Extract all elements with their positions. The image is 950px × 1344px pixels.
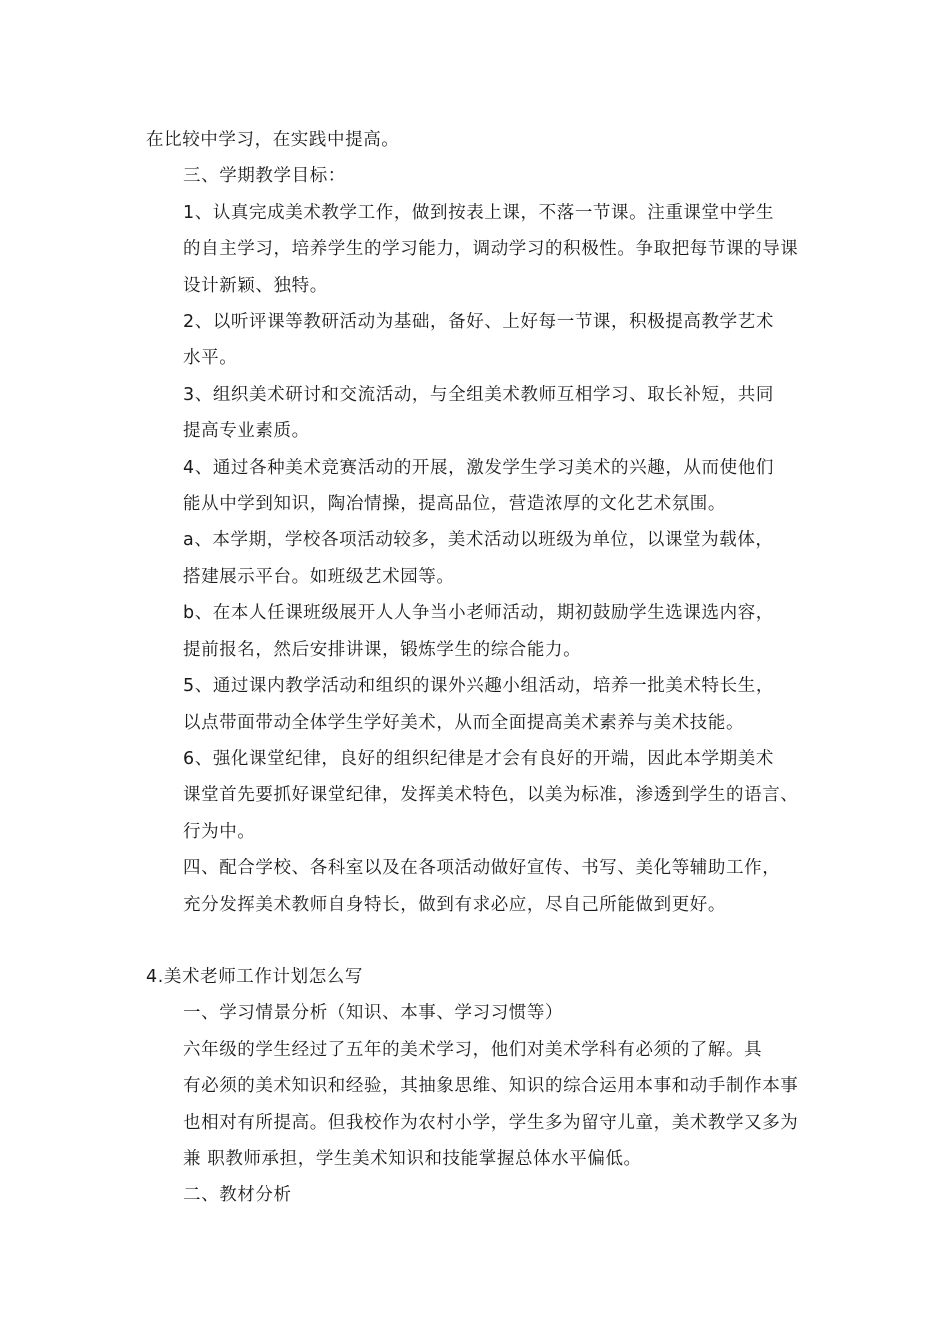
paragraph-line: 能从中学到知识，陶冶情操，提高品位，营造浓厚的文化艺术氛围。 (183, 494, 726, 515)
paragraph (146, 304, 836, 377)
paragraph-line: 充分发挥美术教师自身特长，做到有求必应，尽自己所能做到更好。 (183, 894, 726, 915)
section-heading (146, 959, 836, 995)
paragraph-line: 一、学习情景分析（知识、本事、学习习惯等） (183, 1003, 564, 1024)
paragraph-line: 4、通过各种美术竞赛活动的开展，激发学生学习美术的兴趣，从而使他们 (183, 457, 774, 478)
paragraph-line: 水平。 (183, 348, 238, 369)
paragraph-line: a、本学期，学校各项活动较多，美术活动以班级为单位，以课堂为载体， (183, 530, 774, 551)
paragraph (146, 158, 836, 194)
paragraph (146, 668, 836, 741)
paragraph-line: 六年级的学生经过了五年的美术学习，他们对美术学科有必须的了解。具 (183, 1039, 763, 1060)
paragraph-line: b、在本人任课班级展开人人争当小老师活动，期初鼓励学生选课选内容， (183, 603, 774, 624)
paragraph (146, 450, 836, 523)
paragraph (146, 122, 836, 158)
paragraph-line: 兼 职教师承担，学生美术知识和技能掌握总体水平偏低。 (183, 1148, 642, 1169)
paragraph-line: 的自主学习，培养学生的学习能力，调动学习的积极性。争取把每节课的导课 (183, 239, 799, 260)
paragraph-line: 3、组织美术研讨和交流活动，与全组美术教师互相学习、取长补短，共同 (183, 384, 774, 405)
paragraph-line: 搭建展示平台。如班级艺术园等。 (183, 566, 455, 587)
paragraph-line: 2、以听评课等教研活动为基础，备好、上好每一节课，积极提高教学艺术 (183, 312, 774, 333)
paragraph-line: 课堂首先要抓好课堂纪律，发挥美术特色，以美为标准，渗透到学生的语言、 (183, 785, 799, 806)
paragraph (146, 995, 836, 1031)
paragraph-line: 设计新颖、独特。 (183, 275, 328, 296)
paragraph (146, 522, 836, 595)
paragraph-line: 提前报名，然后安排讲课，锻炼学生的综合能力。 (183, 639, 582, 660)
section-work-plan (146, 995, 836, 1213)
paragraph-line: 三、学期教学目标： (183, 166, 346, 187)
paragraph (146, 195, 836, 304)
paragraph-line: 也相对有所提高。但我校作为农村小学，学生多为留守儿童，美术教学又多为 (183, 1112, 799, 1133)
paragraph (146, 595, 836, 668)
paragraph-line: 四、配合学校、各科室以及在各项活动做好宣传、书写、美化等辅助工作， (183, 858, 781, 879)
paragraph-line: 有必须的美术知识和经验，其抽象思维、知识的综合运用本事和动手制作本事 (183, 1076, 799, 1097)
paragraph-line: 在比较中学习，在实践中提高。 (146, 130, 400, 150)
paragraph-line: 5、通过课内教学活动和组织的课外兴趣小组活动，培养一批美术特长生， (183, 676, 774, 697)
paragraph (146, 377, 836, 450)
section-teaching-goals (146, 122, 836, 923)
section-gap (146, 923, 836, 959)
document-body (146, 122, 836, 1214)
paragraph (146, 741, 836, 850)
paragraph (146, 1177, 836, 1213)
paragraph-line: 提高专业素质。 (183, 421, 310, 442)
paragraph-line: 1、认真完成美术教学工作，做到按表上课，不落一节课。注重课堂中学生 (183, 202, 774, 223)
paragraph-line: 6、强化课堂纪律，良好的组织纪律是才会有良好的开端，因此本学期美术 (183, 748, 774, 769)
paragraph-line: 行为中。 (183, 821, 256, 842)
paragraph-line: 二、教材分析 (183, 1185, 292, 1206)
paragraph (146, 850, 836, 923)
paragraph-line: 以点带面带动全体学生学好美术，从而全面提高美术素养与美术技能。 (183, 712, 745, 733)
heading-text: 4.美术老师工作计划怎么写 (146, 966, 363, 987)
paragraph (146, 1032, 836, 1178)
